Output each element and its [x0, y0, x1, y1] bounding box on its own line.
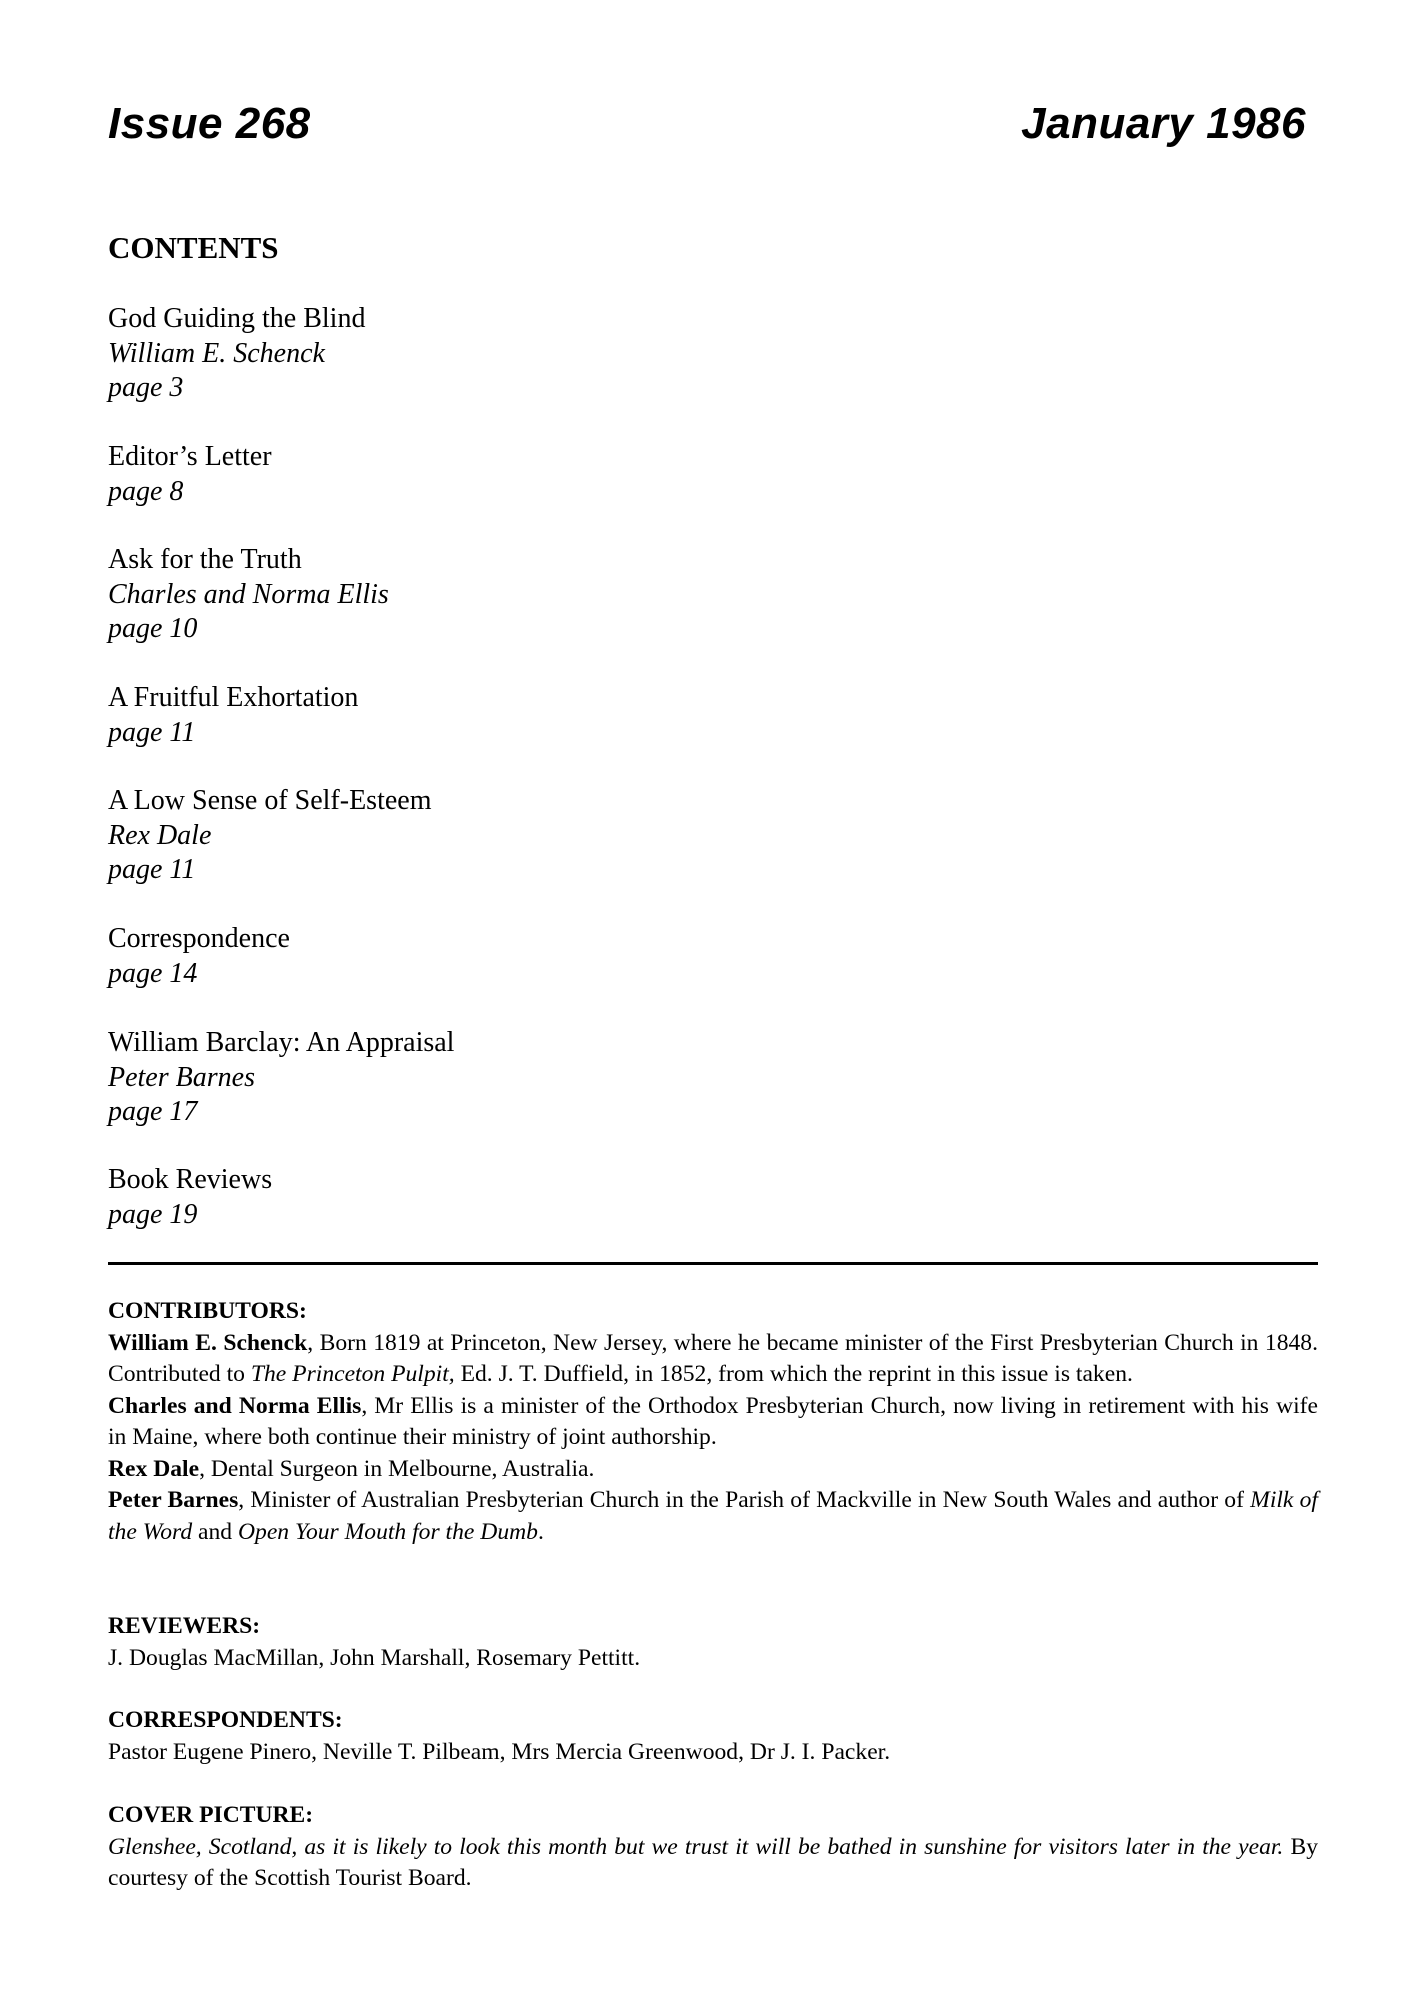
- correspondents-heading: CORRESPONDENTS:: [108, 1707, 343, 1733]
- toc-page: page 17: [108, 1096, 198, 1128]
- toc-page: page 10: [108, 613, 198, 645]
- toc-title: William Barclay: An Appraisal: [108, 1027, 455, 1058]
- toc-title: Ask for the Truth: [108, 544, 302, 575]
- toc-title: A Fruitful Exhortation: [108, 682, 359, 713]
- contributor-bio: , Born 1819 at Princeton, New Jersey, where he became minister of the First Presbyterian Church in 1848. Contributed to: [108, 1329, 1318, 1387]
- correspondents-section: [108, 1705, 1318, 1768]
- toc-page: page 3: [108, 372, 184, 404]
- toc-title: Correspondence: [108, 923, 290, 954]
- toc-author: Charles and Norma Ellis: [108, 578, 389, 610]
- toc-title: Book Reviews: [108, 1164, 273, 1195]
- contributor-entry: [108, 1485, 1318, 1548]
- reviewers-section: [108, 1611, 1318, 1674]
- publication-title: Open Your Mouth for the Dumb: [238, 1518, 538, 1545]
- contributor-bio: and: [192, 1518, 238, 1545]
- toc-page: page 19: [108, 1198, 198, 1230]
- cover-picture-credit: By courtesy of the Scottish Tourist Board.: [108, 1833, 1318, 1891]
- reviewers-heading: REVIEWERS:: [108, 1613, 261, 1639]
- correspondents-list: Pastor Eugene Pinero, Neville T. Pilbeam, Mrs Mercia Greenwood, Dr J. I. Packer.: [108, 1738, 891, 1765]
- publication-title: Milk of the Word: [108, 1487, 1318, 1545]
- issue-number: Issue 268: [108, 99, 311, 148]
- contributor-bio: , Dental Surgeon in Melbourne, Australia.: [199, 1455, 595, 1482]
- toc-entry[interactable]: [108, 440, 272, 509]
- toc-author: William E. Schenck: [108, 337, 325, 369]
- cover-picture-heading: COVER PICTURE:: [108, 1802, 314, 1828]
- contributor-bio: .: [537, 1518, 544, 1545]
- contributor-bio: , Minister of Australian Presbyterian Church in the Parish of Mackville in New South Wales and author of: [238, 1487, 1251, 1513]
- toc-entry[interactable]: [108, 543, 389, 647]
- toc-entry[interactable]: [108, 681, 358, 750]
- section-divider: [108, 1262, 1318, 1265]
- toc-page: page 11: [108, 854, 196, 886]
- issue-date: January 1986: [1021, 99, 1306, 148]
- toc-title: A Low Sense of Self-Esteem: [108, 785, 432, 816]
- contributor-entry: [108, 1391, 1318, 1454]
- contributor-name: William E. Schenck: [108, 1329, 308, 1356]
- toc-author: Rex Dale: [108, 819, 212, 851]
- toc-title: Editor’s Letter: [108, 441, 272, 472]
- contributor-name: Peter Barnes: [108, 1487, 239, 1513]
- toc-page: page 8: [108, 475, 184, 507]
- contributor-bio: , Mr Ellis is a minister of the Orthodox Presbyterian Church, now living in retirement with his wife in Maine, where both continue their ministry of joint authorship.: [108, 1392, 1319, 1450]
- contributors-section: [108, 1296, 1318, 1548]
- contributor-entry: [108, 1454, 1318, 1486]
- toc-entry[interactable]: [108, 1163, 272, 1232]
- toc-entry[interactable]: [108, 302, 365, 406]
- contributor-name: Rex Dale: [108, 1455, 200, 1482]
- cover-picture-caption: [108, 1832, 1318, 1895]
- toc-author: Peter Barnes: [108, 1061, 255, 1093]
- contributor-bio: Ed. J. T. Duffield, in 1852, from which the reprint in this issue is taken.: [454, 1361, 1133, 1387]
- contributor-entry: [108, 1328, 1318, 1391]
- toc-page: page 14: [108, 957, 198, 989]
- publication-title: The Princeton Pulpit,: [250, 1361, 455, 1387]
- reviewers-list: J. Douglas MacMillan, John Marshall, Rosemary Pettitt.: [108, 1644, 641, 1671]
- cover-picture-description: Glenshee, Scotland, as it is likely to look this month but we trust it will be bathed in sunshine for visitors later in the year.: [108, 1833, 1284, 1860]
- toc-entry[interactable]: [108, 784, 432, 888]
- toc-entry[interactable]: [108, 922, 290, 991]
- toc-page: page 11: [108, 716, 196, 748]
- toc-entry[interactable]: [108, 1026, 454, 1130]
- contents-heading: CONTENTS: [108, 230, 279, 265]
- contributor-name: Charles and Norma Ellis: [108, 1392, 362, 1419]
- cover-picture-section: [108, 1800, 1318, 1895]
- contributors-heading: CONTRIBUTORS:: [108, 1298, 307, 1324]
- toc-title: God Guiding the Blind: [108, 303, 366, 334]
